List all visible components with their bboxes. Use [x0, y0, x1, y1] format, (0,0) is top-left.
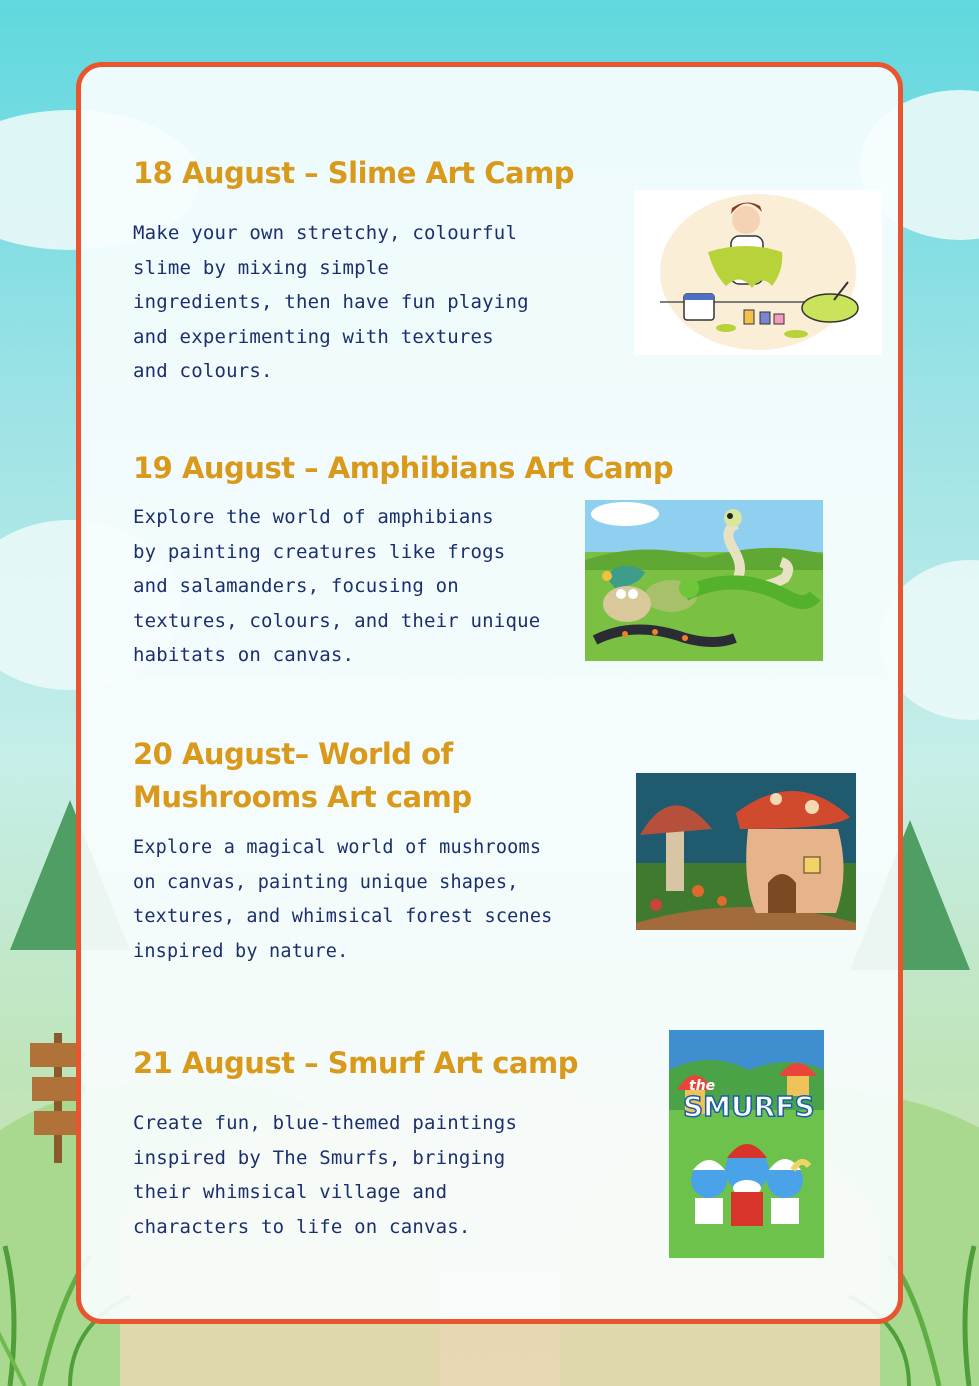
- smurfs-poster-icon: [669, 1030, 824, 1258]
- camp-heading: 21 August – Smurf Art camp: [133, 1046, 578, 1080]
- mushroom-house-illustration-icon: [636, 773, 856, 930]
- camp-description: Explore a magical world of mushrooms on canvas, painting unique shapes, textures, and whimsical forest scenes inspired by nature.: [133, 837, 553, 962]
- camp-description: Create fun, blue-themed paintings inspired by The Smurfs, bringing their whimsical village and characters to life on canvas.: [133, 1112, 518, 1238]
- slime-illustration-icon: [634, 190, 882, 355]
- camp-description: Make your own stretchy, colourful slime by mixing simple ingredients, then have fun playing and experimenting with textures and colours.: [133, 222, 529, 382]
- camp-description: Explore the world of amphibians by painting creatures like frogs and salamanders, focusing on textures, colours, and their unique habitats on canvas.: [133, 506, 541, 666]
- amphibians-illustration-icon: [585, 500, 823, 661]
- camp-heading: 19 August – Amphibians Art Camp: [133, 451, 674, 485]
- poster-title: SMURFS: [683, 1090, 815, 1123]
- camp-heading: 20 August– World of Mushrooms Art camp: [133, 737, 472, 814]
- camp-heading: 18 August – Slime Art Camp: [133, 156, 575, 190]
- poster-kicker: the: [689, 1078, 716, 1094]
